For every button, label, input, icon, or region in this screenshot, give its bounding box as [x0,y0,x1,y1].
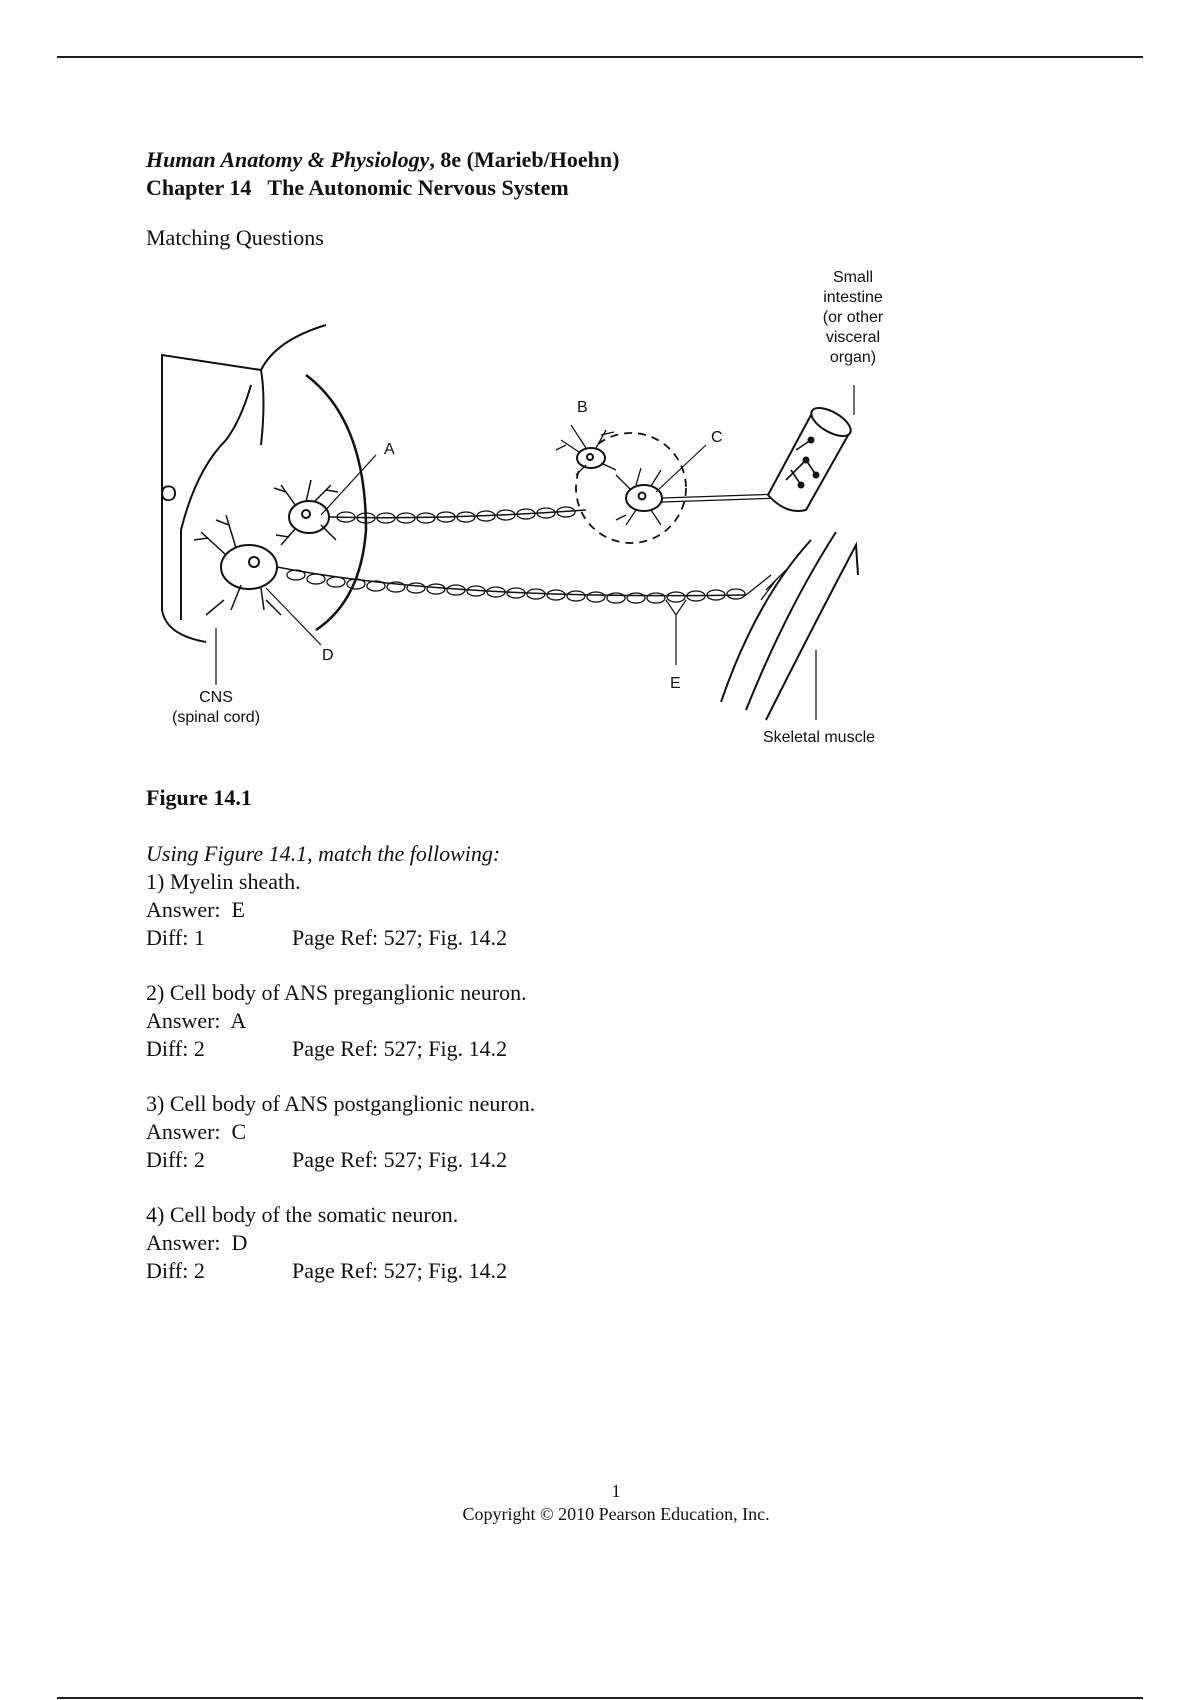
label-e: E [670,675,681,692]
neuron-diagram [146,270,906,760]
diff-row [146,1257,1106,1285]
page-ref: Page Ref: 527; Fig. 14.2 [292,925,508,950]
answer-text: Answer: E [146,897,245,922]
difficulty: Diff: 2 [146,1147,205,1172]
diff-row [146,924,1106,952]
difficulty: Diff: 2 [146,1258,205,1283]
small-intestine-label: Small intestine (or other visceral organ) [822,269,884,366]
label-c: C [711,429,723,446]
question-text: 1) Myelin sheath. [146,869,301,894]
copyright: Copyright © 2010 Pearson Education, Inc. [462,1504,770,1524]
intestine-tube [768,402,855,511]
question-text: 2) Cell body of ANS preganglionic neuron. [146,980,527,1005]
book-title-line [146,146,1106,174]
cns-label: CNS (spinal cord) [171,689,261,726]
question-item [146,1090,1106,1174]
answer-text: Answer: A [146,1008,247,1033]
question-text: 4) Cell body of the somatic neuron. [146,1202,459,1227]
label-d: D [322,647,334,664]
instructions: Using Figure 14.1, match the following: [146,841,501,866]
question-item [146,979,1106,1063]
page-ref: Page Ref: 527; Fig. 14.2 [292,1147,508,1172]
figure-caption: Figure 14.1 [146,785,252,810]
answer-text: Answer: C [146,1119,247,1144]
page-ref: Page Ref: 527; Fig. 14.2 [292,1036,508,1061]
diff-row [146,1035,1106,1063]
neuron-d-body [221,545,277,589]
answer-text: Answer: D [146,1230,248,1255]
figure-14-1 [146,270,906,760]
label-b: B [577,399,588,416]
book-title: Human Anatomy & Physiology [146,147,430,172]
difficulty: Diff: 2 [146,1036,205,1061]
question-text: 3) Cell body of ANS postganglionic neuron. [146,1091,536,1116]
skeletal-muscle [721,532,858,720]
question-item [146,868,1106,952]
bottom-rule [57,1697,1143,1699]
diff-row [146,1146,1106,1174]
edition: , 8e (Marieb/Hoehn) [429,147,620,172]
postganglionic-axon [662,494,781,498]
question-item [146,1201,1106,1285]
document-body [146,146,1106,1285]
top-rule [57,56,1143,58]
chapter-title: Chapter 14 The Autonomic Nervous System [146,175,569,200]
page-ref: Page Ref: 527; Fig. 14.2 [292,1258,508,1283]
difficulty: Diff: 1 [146,925,205,950]
page-number: 1 [611,1481,621,1501]
skeletal-muscle-label: Skeletal muscle [762,729,876,746]
label-a: A [384,441,395,458]
label-o: O [160,481,178,506]
section-title: Matching Questions [146,225,324,250]
